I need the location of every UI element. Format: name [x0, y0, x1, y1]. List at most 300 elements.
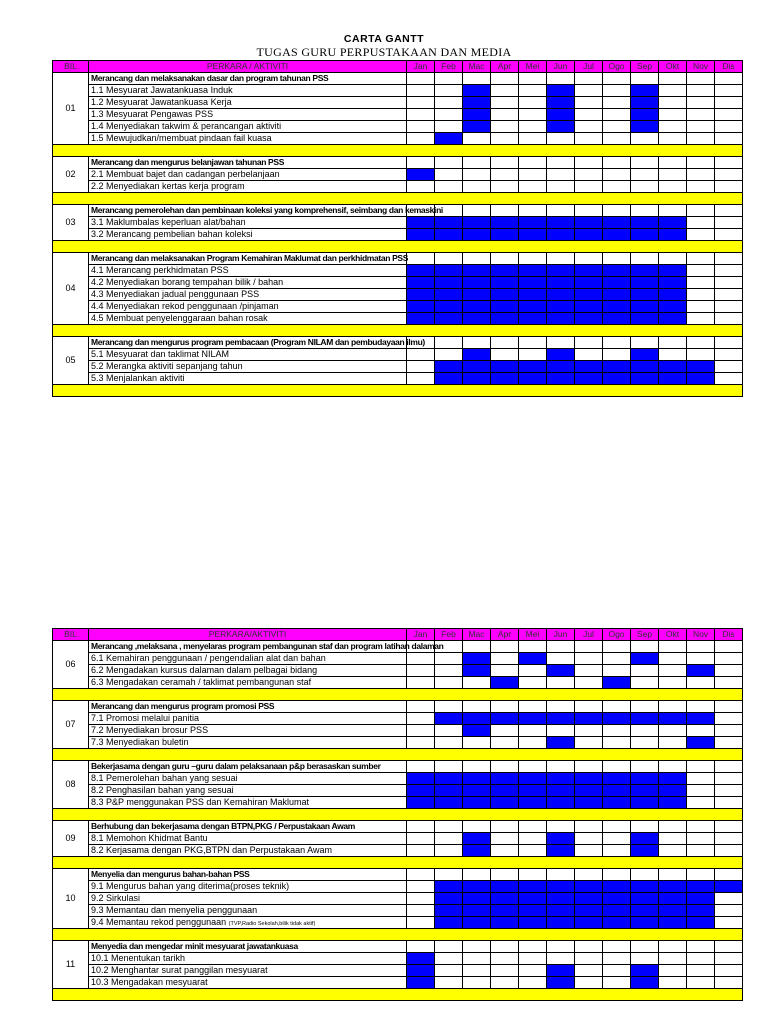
gantt-bar-cell: [407, 229, 435, 241]
month-cell: [715, 337, 743, 349]
gantt-bar-cell: [575, 289, 603, 301]
activity-cell: [89, 713, 407, 725]
activity-row: [53, 265, 743, 277]
month-cell: [659, 725, 687, 737]
month-cell: [603, 349, 631, 361]
gantt-bar-cell: [463, 713, 491, 725]
gantt-bar-cell: [631, 797, 659, 809]
month-cell: [575, 73, 603, 85]
month-cell: [575, 761, 603, 773]
month-cell: [715, 97, 743, 109]
gantt-bar-cell: [463, 361, 491, 373]
gantt-bar-cell: [547, 361, 575, 373]
gantt-bar-cell: [575, 313, 603, 325]
gantt-bar-cell: [463, 881, 491, 893]
header-month: Ogo: [603, 629, 631, 641]
gantt-bar-cell: [407, 773, 435, 785]
activity-row: [53, 653, 743, 665]
section-separator: [53, 385, 743, 397]
gantt-bar-cell: [463, 349, 491, 361]
gantt-bar-cell: [547, 349, 575, 361]
month-cell: [687, 941, 715, 953]
gantt-bar-cell: [407, 169, 435, 181]
month-cell: [631, 337, 659, 349]
month-cell: [715, 713, 743, 725]
month-cell: [407, 725, 435, 737]
activity-cell: [89, 97, 407, 109]
activity-label: 6.1 Kemahiran penggunaan / pengendalian alat dan bahan: [91, 653, 326, 663]
gantt-bar-cell: [491, 713, 519, 725]
month-cell: [659, 977, 687, 989]
activity-label: 8.2 Kerjasama dengan PKG,BTPN dan Perpustakaan Awam: [91, 845, 332, 855]
month-cell: [687, 121, 715, 133]
activity-label: 1.1 Mesyuarat Jawatankuasa Induk: [91, 85, 233, 95]
month-cell: [659, 337, 687, 349]
gantt-bar-cell: [659, 917, 687, 929]
month-cell: [659, 821, 687, 833]
month-cell: [631, 737, 659, 749]
month-cell: [407, 665, 435, 677]
gantt-bar-cell: [603, 785, 631, 797]
gantt-bar-cell: [687, 893, 715, 905]
month-cell: [575, 133, 603, 145]
month-cell: [715, 785, 743, 797]
gantt-bar-cell: [435, 373, 463, 385]
month-cell: [407, 97, 435, 109]
month-cell: [547, 761, 575, 773]
gantt-bar-cell: [659, 265, 687, 277]
month-cell: [575, 869, 603, 881]
month-cell: [491, 181, 519, 193]
header-month: Jan: [407, 61, 435, 73]
month-cell: [491, 725, 519, 737]
gantt-bar-cell: [547, 737, 575, 749]
activity-label: 9.1 Mengurus bahan yang diterima(proses teknik): [91, 881, 290, 891]
separator-cell: [53, 325, 743, 337]
month-cell: [519, 977, 547, 989]
section-title-row: [53, 157, 743, 169]
month-cell: [715, 773, 743, 785]
header-month: Feb: [435, 629, 463, 641]
month-cell: [547, 821, 575, 833]
gantt-bar-cell: [435, 301, 463, 313]
gantt-bar-cell: [603, 373, 631, 385]
gantt-bar-cell: [407, 965, 435, 977]
header-month: Jul: [575, 61, 603, 73]
month-cell: [491, 253, 519, 265]
activity-label: 8.2 Penghasilan bahan yang sesuai: [91, 785, 234, 795]
month-cell: [631, 253, 659, 265]
month-cell: [715, 133, 743, 145]
month-cell: [603, 181, 631, 193]
gantt-bar-cell: [547, 905, 575, 917]
gantt-bar-cell: [435, 905, 463, 917]
section-title-row: [53, 73, 743, 85]
gantt-bar-cell: [547, 289, 575, 301]
month-cell: [687, 785, 715, 797]
month-cell: [575, 845, 603, 857]
gantt-bar-cell: [519, 881, 547, 893]
gantt-bar-cell: [519, 289, 547, 301]
gantt-bar-cell: [659, 893, 687, 905]
page-subtitle: TUGAS GURU PERPUSTAKAAN DAN MEDIA: [256, 45, 512, 59]
month-cell: [547, 253, 575, 265]
month-cell: [715, 821, 743, 833]
month-cell: [687, 773, 715, 785]
month-cell: [519, 701, 547, 713]
month-cell: [603, 977, 631, 989]
month-cell: [575, 253, 603, 265]
activity-row: [53, 289, 743, 301]
month-cell: [407, 133, 435, 145]
month-cell: [491, 845, 519, 857]
month-cell: [715, 205, 743, 217]
gantt-bar-cell: [519, 301, 547, 313]
gantt-bar-cell: [435, 917, 463, 929]
section-separator: [53, 193, 743, 205]
header-month: Dis: [715, 61, 743, 73]
gantt-bar-cell: [575, 217, 603, 229]
activity-label: 8.1 Pemerolehan bahan yang sesuai: [91, 773, 238, 783]
month-cell: [519, 157, 547, 169]
gantt-bar-cell: [547, 977, 575, 989]
gantt-bar-cell: [631, 785, 659, 797]
month-cell: [659, 953, 687, 965]
activity-cell: [89, 797, 407, 809]
month-cell: [491, 869, 519, 881]
month-cell: [687, 85, 715, 97]
month-cell: [575, 337, 603, 349]
month-cell: [491, 97, 519, 109]
activity-row: [53, 953, 743, 965]
gantt-bar-cell: [491, 677, 519, 689]
gantt-bar-cell: [407, 217, 435, 229]
month-cell: [715, 761, 743, 773]
header-month: Mei: [519, 61, 547, 73]
gantt-bar-cell: [659, 773, 687, 785]
activity-row: [53, 133, 743, 145]
gantt-bar-cell: [547, 229, 575, 241]
gantt-bar-cell: [519, 229, 547, 241]
month-cell: [715, 797, 743, 809]
gantt-bar-cell: [407, 313, 435, 325]
month-cell: [603, 665, 631, 677]
activity-cell: [89, 181, 407, 193]
activity-note: (TVP,Radio Sekolah,bilik tidak aktif): [228, 920, 316, 927]
gantt-bar-cell: [659, 289, 687, 301]
month-cell: [575, 169, 603, 181]
gantt-bar-cell: [463, 797, 491, 809]
month-cell: [715, 665, 743, 677]
gantt-bar-cell: [659, 277, 687, 289]
section-title-row: [53, 821, 743, 833]
gantt-bar-cell: [463, 665, 491, 677]
activity-row: [53, 85, 743, 97]
month-cell: [715, 157, 743, 169]
month-cell: [575, 977, 603, 989]
activity-cell: [89, 301, 407, 313]
month-cell: [519, 953, 547, 965]
month-cell: [435, 701, 463, 713]
gantt-bar-cell: [491, 797, 519, 809]
gantt-bar-cell: [435, 229, 463, 241]
gantt-table-2: [52, 628, 743, 1001]
gantt-bar-cell: [575, 773, 603, 785]
gantt-bar-cell: [603, 881, 631, 893]
activity-cell: [89, 85, 407, 97]
month-cell: [603, 169, 631, 181]
activity-row: [53, 893, 743, 905]
month-cell: [407, 121, 435, 133]
gantt-bar-cell: [687, 905, 715, 917]
activity-cell: [89, 665, 407, 677]
month-cell: [687, 133, 715, 145]
month-cell: [715, 109, 743, 121]
section-number: 07: [53, 701, 89, 749]
month-cell: [519, 869, 547, 881]
month-cell: [547, 653, 575, 665]
section-title: Menyedia dan mengedar minit mesyuarat jawatankuasa: [89, 941, 407, 953]
month-cell: [687, 653, 715, 665]
gantt-bar-cell: [631, 301, 659, 313]
gantt-bar-cell: [575, 277, 603, 289]
section-number: 01: [53, 73, 89, 145]
gantt-bar-cell: [435, 773, 463, 785]
activity-row: [53, 677, 743, 689]
month-cell: [407, 373, 435, 385]
month-cell: [715, 121, 743, 133]
month-cell: [435, 821, 463, 833]
month-cell: [435, 665, 463, 677]
month-cell: [659, 833, 687, 845]
month-cell: [687, 181, 715, 193]
month-cell: [715, 301, 743, 313]
gantt-bar-cell: [519, 361, 547, 373]
section-title: Merancang dan mengurus program promosi PSS: [89, 701, 407, 713]
month-cell: [435, 653, 463, 665]
activity-row: [53, 349, 743, 361]
gantt-bar-cell: [519, 797, 547, 809]
month-cell: [715, 941, 743, 953]
gantt-bar-cell: [547, 373, 575, 385]
month-cell: [491, 977, 519, 989]
activity-label: 8.3 P&P menggunakan PSS dan Kemahiran Maklumat: [91, 797, 309, 807]
gantt-bar-cell: [407, 797, 435, 809]
gantt-bar-cell: [631, 917, 659, 929]
separator-cell: [53, 241, 743, 253]
activity-label: 1.2 Mesyuarat Jawatankuasa Kerja: [91, 97, 232, 107]
month-cell: [575, 121, 603, 133]
month-cell: [519, 85, 547, 97]
gantt-bar-cell: [435, 881, 463, 893]
month-cell: [631, 701, 659, 713]
month-cell: [631, 133, 659, 145]
header-month: Sep: [631, 61, 659, 73]
gantt-bar-cell: [491, 289, 519, 301]
month-cell: [603, 157, 631, 169]
header-month: Nov: [687, 61, 715, 73]
month-cell: [519, 181, 547, 193]
gantt-bar-cell: [687, 361, 715, 373]
section-separator: [53, 857, 743, 869]
month-cell: [435, 833, 463, 845]
activity-row: [53, 713, 743, 725]
activity-cell: [89, 313, 407, 325]
gantt-bar-cell: [491, 217, 519, 229]
gantt-bar-cell: [463, 905, 491, 917]
activity-row: [53, 277, 743, 289]
section-title-row: [53, 869, 743, 881]
month-cell: [659, 181, 687, 193]
activity-cell: [89, 677, 407, 689]
month-cell: [687, 253, 715, 265]
month-cell: [491, 641, 519, 653]
gantt-bar-cell: [603, 217, 631, 229]
gantt-bar-cell: [575, 265, 603, 277]
section-title: Merancang ,melaksana , menyelaras program pembangunan staf dan program latihan dalaman: [89, 641, 407, 653]
month-cell: [603, 965, 631, 977]
gantt-bar-cell: [575, 301, 603, 313]
month-cell: [575, 965, 603, 977]
month-cell: [491, 737, 519, 749]
header-month: Ogo: [603, 61, 631, 73]
activity-row: [53, 785, 743, 797]
gantt-bar-cell: [659, 797, 687, 809]
month-cell: [575, 349, 603, 361]
month-cell: [687, 289, 715, 301]
activity-label: 10.3 Mengadakan mesyuarat: [91, 977, 208, 987]
gantt-bar-cell: [435, 313, 463, 325]
month-cell: [575, 725, 603, 737]
activity-label: 1.3 Mesyuarat Pengawas PSS: [91, 109, 214, 119]
month-cell: [659, 85, 687, 97]
activity-cell: [89, 169, 407, 181]
gantt-bar-cell: [603, 277, 631, 289]
gantt-bar-cell: [519, 313, 547, 325]
gantt-bar-cell: [463, 277, 491, 289]
header-bil: BIL: [53, 61, 89, 73]
gantt-bar-cell: [491, 265, 519, 277]
gantt-bar-cell: [519, 217, 547, 229]
month-cell: [603, 97, 631, 109]
month-cell: [519, 337, 547, 349]
month-cell: [435, 349, 463, 361]
activity-row: [53, 797, 743, 809]
gantt-bar-cell: [463, 301, 491, 313]
month-cell: [491, 205, 519, 217]
gantt-bar-cell: [519, 713, 547, 725]
month-cell: [659, 665, 687, 677]
activity-cell: [89, 653, 407, 665]
month-cell: [407, 713, 435, 725]
gantt-bar-cell: [463, 97, 491, 109]
month-cell: [687, 833, 715, 845]
month-cell: [491, 761, 519, 773]
month-cell: [575, 109, 603, 121]
month-cell: [659, 157, 687, 169]
month-cell: [631, 821, 659, 833]
activity-label: 4.3 Menyediakan jadual penggunaan PSS: [91, 289, 260, 299]
month-cell: [631, 677, 659, 689]
gantt-bar-cell: [603, 917, 631, 929]
month-cell: [575, 941, 603, 953]
activity-cell: [89, 229, 407, 241]
gantt-bar-cell: [547, 773, 575, 785]
month-cell: [631, 953, 659, 965]
gantt-bar-cell: [603, 677, 631, 689]
month-cell: [575, 205, 603, 217]
month-cell: [491, 953, 519, 965]
month-cell: [715, 737, 743, 749]
month-cell: [519, 737, 547, 749]
activity-label: 10.1 Menentukan tarikh: [91, 953, 186, 963]
month-cell: [491, 109, 519, 121]
separator-cell: [53, 193, 743, 205]
gantt-bar-cell: [547, 833, 575, 845]
gantt-bar-cell: [407, 301, 435, 313]
month-cell: [715, 893, 743, 905]
month-cell: [519, 761, 547, 773]
month-cell: [687, 349, 715, 361]
gantt-bar-cell: [603, 229, 631, 241]
month-cell: [463, 977, 491, 989]
activity-cell: [89, 121, 407, 133]
month-cell: [687, 845, 715, 857]
gantt-bar-cell: [407, 977, 435, 989]
gantt-bar-cell: [631, 833, 659, 845]
separator-cell: [53, 145, 743, 157]
gantt-bar-cell: [631, 313, 659, 325]
activity-row: [53, 109, 743, 121]
month-cell: [407, 893, 435, 905]
gantt-bar-cell: [491, 773, 519, 785]
month-cell: [463, 253, 491, 265]
month-cell: [687, 217, 715, 229]
gantt-bar-cell: [631, 965, 659, 977]
gantt-bar-cell: [603, 265, 631, 277]
month-cell: [407, 737, 435, 749]
month-cell: [547, 677, 575, 689]
month-cell: [687, 109, 715, 121]
month-cell: [659, 205, 687, 217]
month-cell: [631, 169, 659, 181]
month-cell: [463, 677, 491, 689]
gantt-bar-cell: [603, 361, 631, 373]
month-cell: [435, 869, 463, 881]
activity-label: 6.2 Mengadakan kursus dalaman dalam pelbagai bidang: [91, 665, 318, 675]
section-number: 02: [53, 157, 89, 193]
activity-row: [53, 881, 743, 893]
month-cell: [519, 941, 547, 953]
month-cell: [463, 737, 491, 749]
month-cell: [659, 653, 687, 665]
section-title-row: [53, 641, 743, 653]
gantt-bar-cell: [463, 85, 491, 97]
month-cell: [715, 977, 743, 989]
month-cell: [435, 761, 463, 773]
activity-cell: [89, 109, 407, 121]
activity-cell: [89, 773, 407, 785]
month-cell: [547, 641, 575, 653]
month-cell: [659, 845, 687, 857]
gantt-bar-cell: [575, 785, 603, 797]
gantt-bar-cell: [631, 773, 659, 785]
header-month: Mac: [463, 629, 491, 641]
gantt-bar-cell: [687, 737, 715, 749]
gantt-bar-cell: [463, 121, 491, 133]
month-cell: [407, 905, 435, 917]
month-cell: [435, 85, 463, 97]
